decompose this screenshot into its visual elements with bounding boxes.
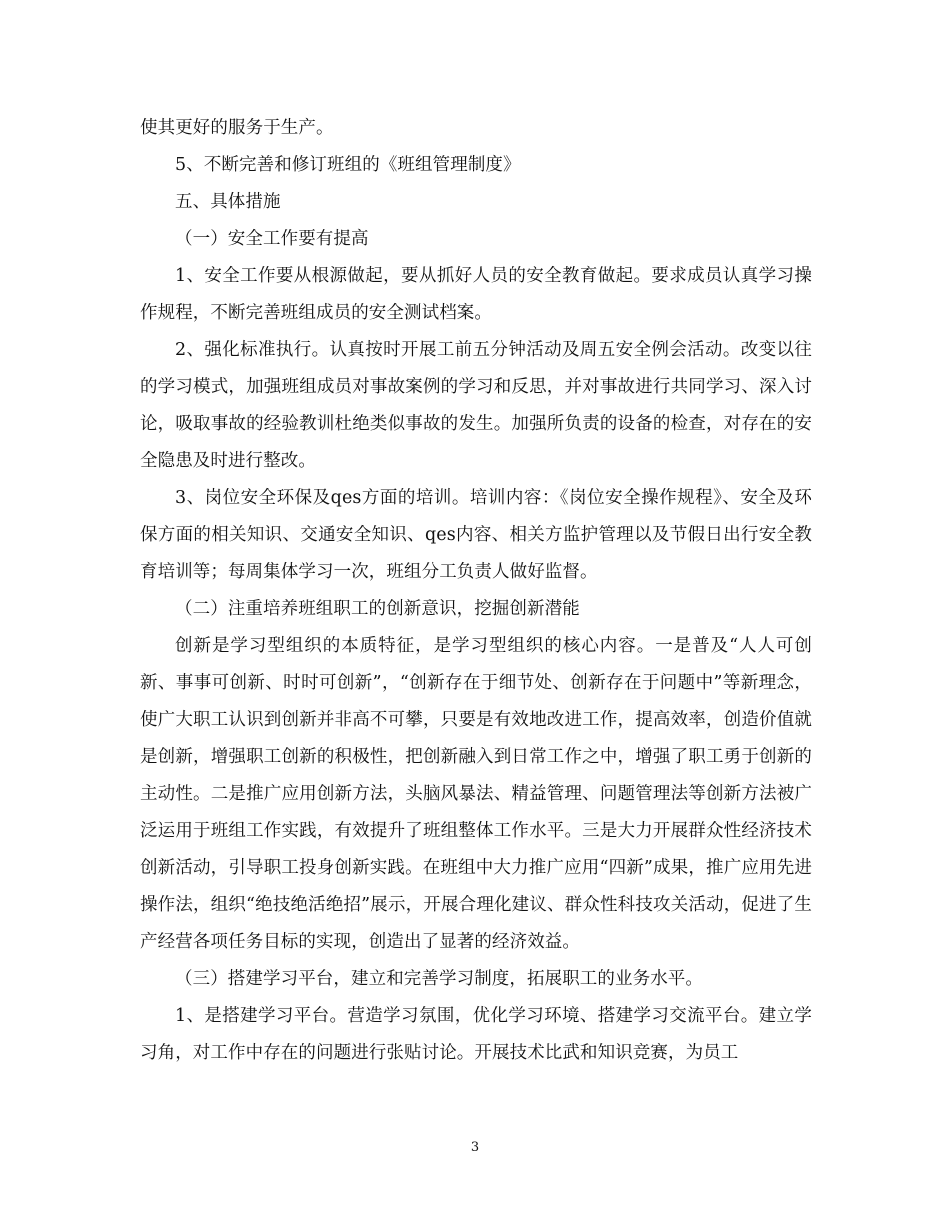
- subheading-innovation: （二）注重培养班组职工的创新意识，挖掘创新潜能: [175, 599, 580, 619]
- paragraph-safety-3: 3、岗位安全环保及qes方面的培训。培训内容：《岗位安全操作规程》、安全及环保方面的相关知识、交通安全知识、qes内容、相关方监护管理以及节假日出行安全教育培训等；每周集体学习一次，班组分工负责人做好监督。: [140, 488, 812, 582]
- subheading-safety: （一）安全工作要有提高: [175, 229, 369, 249]
- paragraph-safety-2: 2、强化标准执行。认真按时开展工前五分钟活动及周五安全例会活动。改变以往的学习模式，加强班组成员对事故案例的学习和反思，并对事故进行共同学习、深入讨论，吸取事故的经验教训杜绝类似事故的发生。加强所负责的设备的检查，对存在的安全隐患及时进行整改。: [140, 340, 812, 471]
- page-number: 3: [470, 1140, 480, 1155]
- paragraph-0: 使其更好的服务于生产。: [140, 118, 334, 138]
- paragraph-safety-1: 1、安全工作要从根源做起，要从抓好人员的安全教育做起。要求成员认真学习操作规程，不断完善班组成员的安全测试档案。: [140, 266, 812, 323]
- section-heading-measures: 五、具体措施: [175, 192, 281, 212]
- paragraph-1: 5、不断完善和修订班组的《班组管理制度》: [175, 155, 521, 175]
- paragraph-learning-1: 1、是搭建学习平台。营造学习氛围，优化学习环境、搭建学习交流平台。建立学习角，对工作中存在的问题进行张贴讨论。开展技术比武和知识竞赛，为员工: [140, 1006, 812, 1063]
- subheading-learning-platform: （三）搭建学习平台，建立和完善学习制度，拓展职工的业务水平。: [175, 969, 703, 989]
- document-body: [140, 110, 812, 1072]
- paragraph-innovation: 创新是学习型组织的本质特征，是学习型组织的核心内容。一是普及“人人可创新、事事可创新、时时可创新”，“创新存在于细节处、创新存在于问题中”等新理念，使广大职工认识到创新并非高不可攀，只要是有效地改进工作，提高效率，创造价值就是创新，增强职工创新的积极性，把创新融入到日常工作之中，增强了职工勇于创新的主动性。二是推广应用创新方法，头脑风暴法、精益管理、问题管理法等创新方法被广泛运用于班组工作实践，有效提升了班组整体工作水平。三是大力开展群众性经济技术创新活动，引导职工投身创新实践。在班组中大力推广应用“四新”成果，推广应用先进操作法，组织“绝技绝活绝招”展示，开展合理化建议、群众性科技攻关活动，促进了生产经营各项任务目标的实现，创造出了显著的经济效益。: [140, 636, 812, 952]
